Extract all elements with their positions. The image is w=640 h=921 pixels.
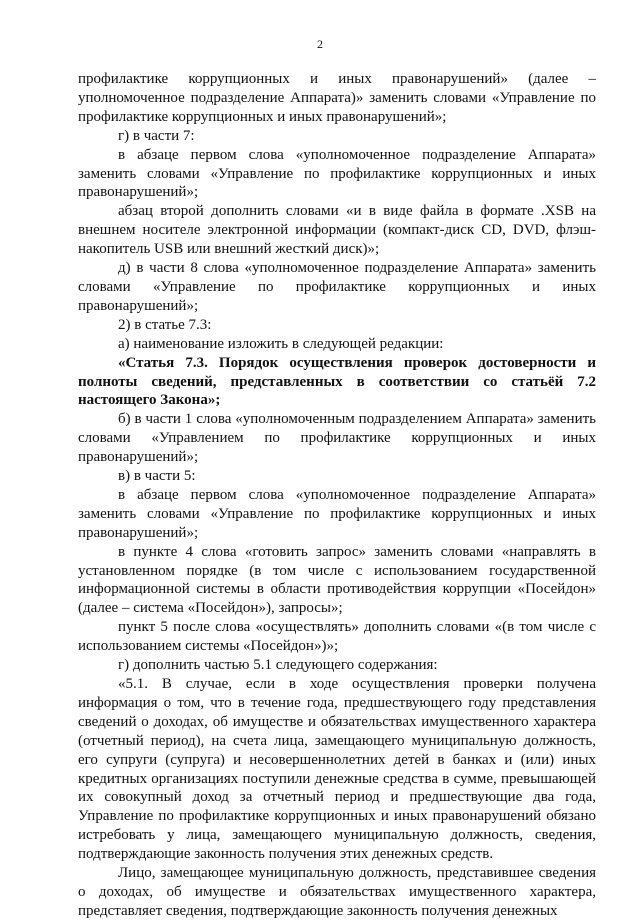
- paragraph-part-1: б) в части 1 слова «уполномоченным подразделением Аппарата» заменить словами «Управлением по профилактике коррупционных и иных правонарушений»;: [78, 411, 596, 466]
- paragraph-part-7-heading: г) в части 7:: [118, 127, 195, 144]
- paragraph-part-8: д) в части 8 слова «уполномоченное подразделение Аппарата» заменить словами «Управление по профилактике коррупционных и иных правонарушений»;: [78, 260, 596, 314]
- paragraph-part-7-first: в абзаце первом слова «уполномоченное подразделение Аппарата» заменить словами «Управление по профилактике коррупционных и иных правонарушений»;: [78, 146, 596, 201]
- paragraph-item-5: пункт 5 после слова «осуществлять» дополнить словами «(в том числе с использованием системы «Посейдон»)»;: [78, 619, 596, 655]
- paragraph-continuation: профилактике коррупционных и иных правонарушений» (далее – уполномоченное подразделение Аппарата)» заменить словами «Управление по профилактике коррупционных и иных правонарушений»;: [78, 71, 596, 125]
- paragraph-part-5-1-text: «5.1. В случае, если в ходе осуществления проверки получена информация о том, что в течение года, предшествующего году представления сведений о доходах, об имуществе и обязательствах имущественного характера (отчетный период), на счета лица, замещающего муниципальную должность, его супруги (супруга) и несовершеннолетних детей в банках и (или) иных кредитных организациях поступили денежные средства в сумме, превышающей их совокупный доход за отчетный период и предшествующие два года, Управление по профилактике коррупционных и иных правонарушений обязано истребовать у лица, замещающего муниципальную должность, сведения, подтверждающие законность получения этих денежных средств.: [78, 676, 596, 863]
- paragraph-title-edit: а) наименование изложить в следующей редакции:: [118, 335, 444, 352]
- paragraph-next-text: Лицо, замещающее муниципальную должность, представившее сведения о доходах, об имуществе и обязательствах имущественного характера, представляет сведения, подтверждающие законность получения денежных: [78, 865, 596, 919]
- paragraph-article-title: «Статья 7.3. Порядок осуществления проверок достоверности и полноты сведений, представленных в соответствии со статьёй 7.2 настоящего Закона»;: [78, 354, 596, 409]
- document-body: [78, 70, 596, 921]
- paragraph-part-7-second: абзац второй дополнить словами «и в виде файла в формате .XSB на внешнем носителе электронной информации (компакт-диск CD, DVD, флэш-накопитель USB или внешний жесткий диск)»;: [78, 203, 596, 258]
- paragraph-item-4: в пункте 4 слова «готовить запрос» заменить словами «направлять в установленном порядке (в том числе с использованием государственной информационной системы в области противодействия коррупции «Посейдон» (далее – система «Посейдон»), запросы»;: [78, 543, 596, 617]
- paragraph-part-5-first: в абзаце первом слова «уполномоченное подразделение Аппарата» заменить словами «Управление по профилактике коррупционных и иных правонарушений»;: [78, 486, 596, 541]
- page-number: 2: [317, 37, 323, 51]
- paragraph-part-5-1-heading: г) дополнить частью 5.1 следующего содержания:: [118, 657, 438, 674]
- paragraph-article-7-3: 2) в статье 7.3:: [118, 316, 212, 333]
- paragraph-part-5-heading: в) в части 5:: [118, 468, 196, 485]
